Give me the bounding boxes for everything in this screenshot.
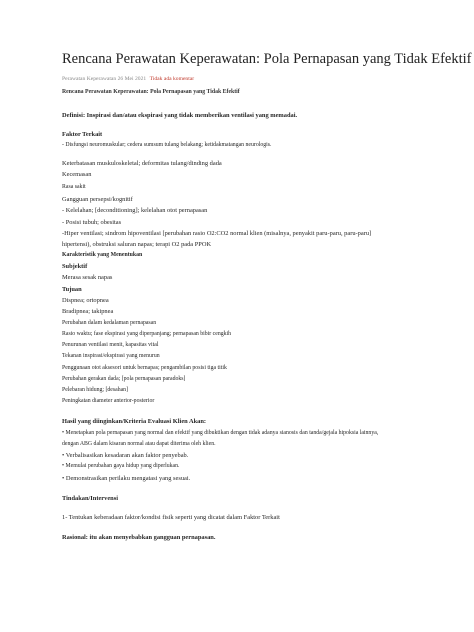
text-line: Penggunaan otot aksesori untuk bernapas; pengambilan posisi tiga titik <box>62 365 227 371</box>
text-line: dengan ABG dalam kisaran normal atau dapat diterima oleh klien. <box>62 441 216 447</box>
text-line: • Menetapkan pola pernapasan yang normal dan efektif yang dibuktikan dengan tidak adanya sianosis dan tanda/gejala hipoksia lainnya, <box>62 430 379 436</box>
page-title: Rencana Perawatan Keperawatan: Pola Pernapasan yang Tidak Efektif <box>62 51 472 67</box>
text-line: -Hiper ventilasi; sindrom hipoventilasi [perubahan rasio O2:CO2 normal klien (misalnya, penyakit paru-paru, paru-paru] <box>62 230 372 237</box>
text-line: - Disfungsi neuromuskular; cedera sumsum tulang belakang; ketidakmatangan neurologis. <box>62 142 272 148</box>
text-line: Gangguan persepsi/kognitif <box>62 196 133 203</box>
text-line: Perubahan dalam kedalaman pernapasan <box>62 320 157 326</box>
section-heading: Hasil yang diinginkan/Kriteria Evaluasi Klien Akan: <box>62 418 206 425</box>
text-line: • Verbalisasikan kesadaran akan faktor penyebab. <box>62 452 189 459</box>
post-meta <box>62 76 194 82</box>
rationale: Rasional: itu akan menyebabkan gangguan pernapasan. <box>62 534 216 541</box>
text-line: Dispnea; ortopnea <box>62 297 109 304</box>
text-line: Perubahan gerakan dada; [pola pernapasan paradoks] <box>62 376 186 382</box>
text-line: Bradipnea; takipnea <box>62 308 114 315</box>
subheading: Subjektif <box>62 263 88 270</box>
comments-link[interactable]: Tidak ada komentar <box>149 76 195 82</box>
text-line: Tekanan inspirasi/ekspirasi yang menurun <box>62 353 160 359</box>
text-line: Pelebaran hidung; [desahan] <box>62 387 128 393</box>
text-line: Keterbatasan muskuloskeletal; deformitas tulang/dinding dada <box>62 160 222 167</box>
text-line: • Memulai perubahan gaya hidup yang diperlukan. <box>62 463 180 469</box>
section-heading: Karakteristik yang Menentukan <box>62 252 143 258</box>
post-date: Perawatan Keperawatan 26 Mei 2021 <box>62 76 147 82</box>
definition: Definisi: Inspirasi dan/atau ekspirasi yang tidak memberikan ventilasi yang memadai. <box>62 112 298 119</box>
text-line: Kecemasan <box>62 171 92 178</box>
text-line: 1- Tentukan keberadaan faktor/kondisi fisik seperti yang dicatat dalam Faktor Terkait <box>62 514 280 521</box>
text-line: Merasa sesak napas <box>62 274 113 281</box>
text-line: Peningkatan diameter anterior-posterior <box>62 398 155 404</box>
section-heading: Tindakan/Intervensi <box>62 495 118 502</box>
text-line: - Posisi tubuh; obesitas <box>62 219 122 226</box>
text-line: Penurunan ventilasi menit, kapasitas vital <box>62 342 159 348</box>
text-line: Rasio waktu; fase ekspirasi yang diperpanjang; pernapasan bibir cengkih <box>62 331 232 337</box>
text-line: Rasa sakit <box>62 184 86 190</box>
text-line: - Kelelahan; [deconditioning]; kelelahan otot pernapasan <box>62 207 208 214</box>
section-heading: Faktor Terkait <box>62 131 103 138</box>
text-line: • Demonstrasikan perilaku mengatasi yang sesuai. <box>62 475 191 482</box>
subheading: Tujuan <box>62 286 82 293</box>
text-line: hipertensi), obstruksi saluran napas; terapi O2 pada PPOK <box>62 241 212 248</box>
breadcrumb: Rencana Perawatan Keperawatan: Pola Pernapasan yang Tidak Efektif <box>62 89 240 95</box>
